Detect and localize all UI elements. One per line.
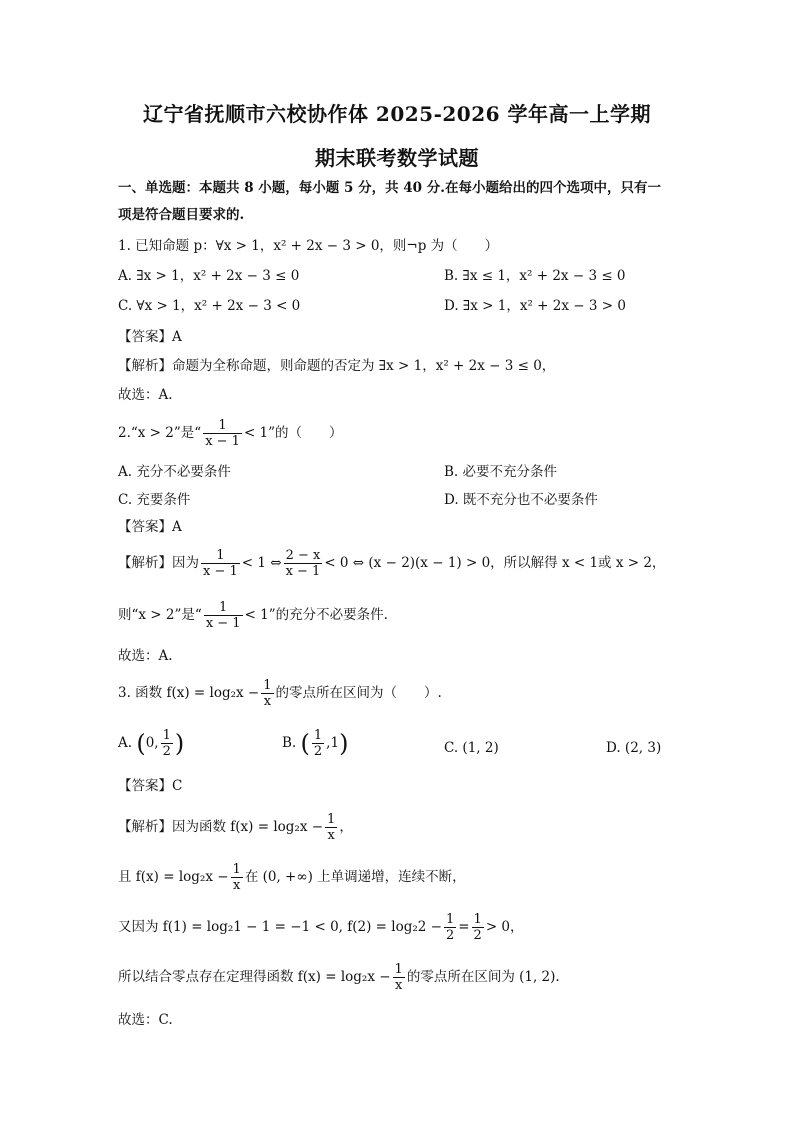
q3-option-b-label: B. bbox=[282, 735, 297, 751]
fraction-numerator: 1 bbox=[445, 912, 455, 927]
q3-l4-fraction bbox=[393, 962, 405, 993]
fraction-numerator: 1 bbox=[232, 862, 241, 877]
section-heading-line1: 一、单选题：本题共 8 小题，每小题 5 分，共 40 分.在每小题给出的四个选项中，只有一 bbox=[118, 180, 661, 196]
q3-analysis-line3 bbox=[118, 912, 524, 943]
fraction-denominator: x − 1 bbox=[205, 434, 240, 449]
q3-conclusion: 故选：C. bbox=[118, 1012, 173, 1028]
fraction-denominator: 2 bbox=[162, 744, 171, 759]
q3-analysis-line2 bbox=[118, 862, 466, 893]
q3-analysis-line4 bbox=[118, 962, 560, 993]
doc-title-line1: 辽宁省抚顺市六校协作体 2025-2026 学年高一上学期 bbox=[142, 102, 652, 126]
q2-analysis-mid: < 1 ⇔ bbox=[241, 555, 282, 571]
q1-conclusion: 故选：A. bbox=[118, 387, 173, 403]
q3-l3-suffix: > 0， bbox=[485, 919, 524, 935]
q2-then-suffix: < 1”的充分不必要条件. bbox=[244, 607, 388, 623]
q2-answer: 【答案】A bbox=[118, 519, 182, 535]
q2-analysis-fraction-2 bbox=[284, 548, 323, 579]
q1-stem: 1. 已知命题 p：∀x > 1，x² + 2x − 3 > 0，则¬p 为（ ） bbox=[118, 238, 499, 254]
q3-option-d: D. (2, 3) bbox=[606, 740, 662, 756]
q3-option-a-label: A. bbox=[118, 735, 133, 751]
q2-then bbox=[118, 600, 388, 631]
q3-l4-prefix: 所以结合零点存在定理得函数 f(x) = log₂x − bbox=[118, 969, 391, 985]
q3-stem-suffix: 的零点所在区间为（ ）. bbox=[275, 685, 442, 701]
q3-l4-suffix: 的零点所在区间为 (1, 2). bbox=[406, 969, 560, 985]
q3-option-b-right: ,1 bbox=[326, 735, 340, 751]
q3-l3-fraction-1 bbox=[444, 912, 456, 943]
fraction-denominator: 2 bbox=[313, 744, 323, 759]
fraction-numerator: 1 bbox=[473, 912, 482, 927]
q1-answer: 【答案】A bbox=[118, 329, 182, 345]
q1-option-a: A. ∃x > 1，x² + 2x − 3 ≤ 0 bbox=[118, 268, 300, 284]
q3-option-a-fraction bbox=[161, 728, 173, 759]
fraction-denominator: x bbox=[231, 877, 243, 893]
q3-stem-prefix: 3. 函数 f(x) = log₂x − bbox=[118, 685, 260, 701]
q2-then-prefix: 则“x > 2”是“ bbox=[118, 607, 202, 623]
fraction-denominator: 2 bbox=[473, 928, 482, 943]
q2-option-b: B. 必要不充分条件 bbox=[444, 464, 558, 480]
q3-l3-mid: = bbox=[458, 919, 470, 935]
q2-stem bbox=[118, 418, 343, 449]
fraction-numerator: 1 bbox=[218, 418, 227, 433]
q3-analysis-line1 bbox=[118, 812, 353, 843]
q1-option-c: C. ∀x > 1，x² + 2x − 3 < 0 bbox=[118, 298, 301, 314]
fraction-numerator: 1 bbox=[313, 728, 323, 743]
fraction-numerator: 1 bbox=[394, 962, 403, 977]
q1-analysis: 【解析】命题为全称命题，则命题的否定为 ∃x > 1，x² + 2x − 3 ≤ 0， bbox=[118, 358, 556, 374]
q3-l1-prefix: 【解析】因为函数 f(x) = log₂x − bbox=[118, 819, 324, 835]
q2-stem-prefix: 2.“x > 2”是“ bbox=[118, 425, 202, 441]
q2-analysis-suffix: < 0 ⇔ (x − 2)(x − 1) > 0，所以解得 x < 1或 x > 2， bbox=[324, 555, 666, 571]
q3-l2-suffix: 在 (0, +∞) 上单调递增，连续不断， bbox=[244, 869, 466, 885]
doc-title-line2: 期末联考数学试题 bbox=[315, 146, 479, 170]
q2-option-a: A. 充分不必要条件 bbox=[118, 464, 231, 480]
fraction-denominator: x bbox=[261, 693, 273, 709]
q2-option-d: D. 既不充分也不必要条件 bbox=[444, 492, 598, 508]
q3-option-b-fraction bbox=[312, 728, 324, 759]
fraction-denominator: x − 1 bbox=[203, 564, 238, 579]
q3-stem-fraction bbox=[261, 678, 273, 709]
q2-analysis-fraction-1 bbox=[201, 548, 240, 579]
fraction-numerator: 1 bbox=[219, 600, 228, 615]
q2-stem-suffix: < 1”的（ ） bbox=[243, 425, 343, 441]
q3-stem bbox=[118, 678, 442, 709]
q2-stem-fraction bbox=[203, 418, 242, 449]
q3-option-a: A. (0, $\frac{1}{2}$ ) bbox=[118, 728, 185, 759]
q3-l1-suffix: ， bbox=[339, 819, 353, 835]
q3-l1-fraction bbox=[325, 812, 337, 843]
q2-then-fraction bbox=[204, 600, 243, 631]
fraction-denominator: x bbox=[325, 827, 337, 843]
q3-l3-fraction-2 bbox=[472, 912, 484, 943]
fraction-denominator: x − 1 bbox=[285, 564, 321, 579]
fraction-numerator: 1 bbox=[162, 728, 171, 743]
q2-option-c: C. 充要条件 bbox=[118, 492, 191, 508]
section-heading-line2: 项是符合题目要求的. bbox=[118, 207, 245, 223]
fraction-denominator: 2 bbox=[445, 928, 455, 943]
q3-option-b: B. ( $\frac{1}{2}$ ,1) bbox=[282, 728, 349, 759]
q1-option-b: B. ∃x ≤ 1，x² + 2x − 3 ≤ 0 bbox=[444, 268, 626, 284]
q3-option-a-left: 0, bbox=[145, 735, 159, 751]
q2-analysis-prefix: 【解析】因为 bbox=[118, 555, 199, 571]
q3-l2-fraction bbox=[231, 862, 243, 893]
fraction-numerator: 1 bbox=[327, 812, 336, 827]
q3-l2-prefix: 且 f(x) = log₂x − bbox=[118, 869, 229, 885]
fraction-denominator: x bbox=[393, 977, 405, 993]
fraction-numerator: 1 bbox=[216, 548, 225, 563]
q2-conclusion: 故选：A. bbox=[118, 648, 173, 664]
fraction-numerator: 2 − x bbox=[285, 548, 321, 563]
q3-option-c: C. (1, 2) bbox=[444, 740, 499, 756]
fraction-denominator: x − 1 bbox=[205, 616, 241, 631]
q2-analysis bbox=[118, 548, 665, 579]
fraction-numerator: 1 bbox=[263, 678, 272, 693]
q3-l3-prefix: 又因为 f(1) = log₂1 − 1 = −1 < 0, f(2) = log₂2 − bbox=[118, 919, 442, 935]
q1-option-d: D. ∃x > 1，x² + 2x − 3 > 0 bbox=[444, 298, 626, 314]
q3-answer: 【答案】C bbox=[118, 778, 183, 794]
